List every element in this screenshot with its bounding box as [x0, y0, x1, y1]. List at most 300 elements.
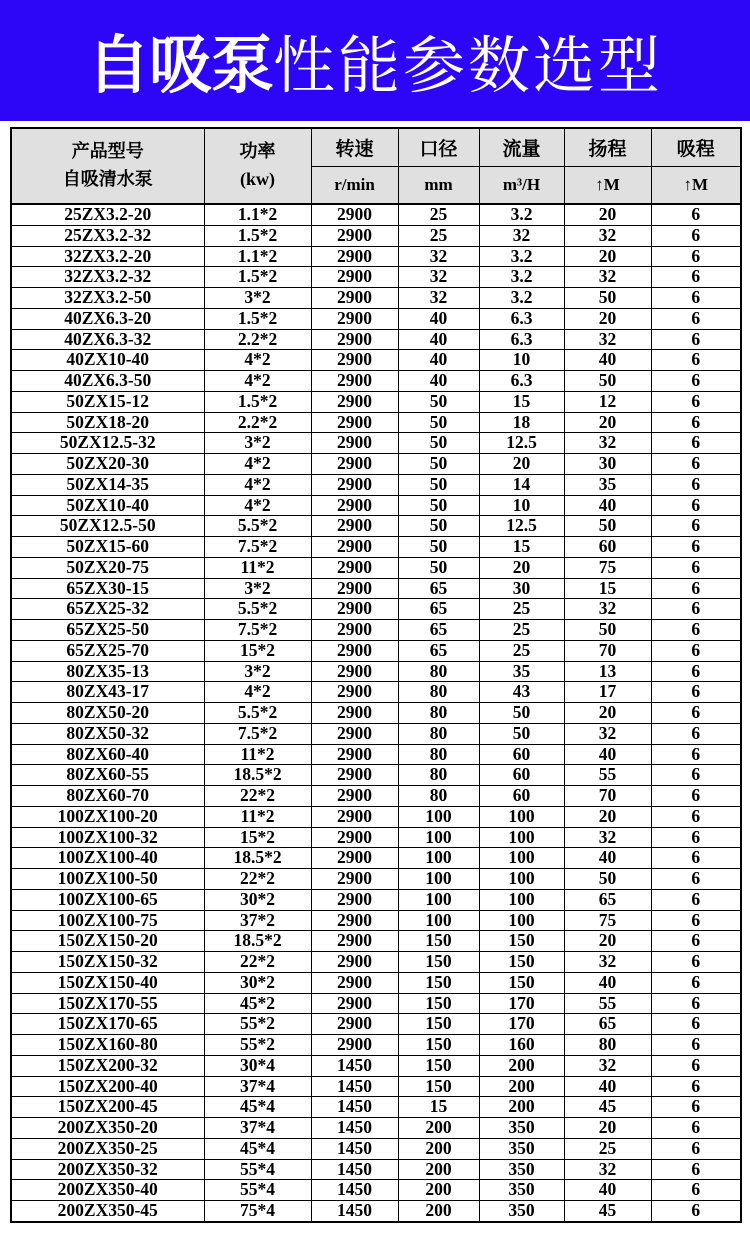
- table-cell: 50ZX12.5-50: [11, 516, 204, 537]
- table-cell: 50: [398, 537, 479, 558]
- table-cell: 6: [651, 204, 741, 225]
- col-header-head: 扬程: [564, 128, 651, 167]
- table-cell: 32: [564, 1055, 651, 1076]
- table-cell: 65ZX25-32: [11, 599, 204, 620]
- table-cell: 200: [479, 1055, 564, 1076]
- table-cell: 4*2: [204, 682, 311, 703]
- table-cell: 6: [651, 827, 741, 848]
- table-cell: 15: [479, 537, 564, 558]
- table-cell: 150: [398, 931, 479, 952]
- table-cell: 4*2: [204, 495, 311, 516]
- table-cell: 6: [651, 1118, 741, 1139]
- table-cell: 6: [651, 1201, 741, 1222]
- table-cell: 2900: [311, 204, 398, 225]
- table-cell: 50: [479, 723, 564, 744]
- table-cell: 30*4: [204, 1055, 311, 1076]
- table-cell: 100: [479, 869, 564, 890]
- table-cell: 50ZX20-30: [11, 454, 204, 475]
- table-cell: 18.5*2: [204, 848, 311, 869]
- table-cell: 350: [479, 1159, 564, 1180]
- table-cell: 2900: [311, 910, 398, 931]
- table-cell: 2900: [311, 1014, 398, 1035]
- table-cell: 200: [398, 1138, 479, 1159]
- header-row-names: [11, 128, 741, 167]
- table-cell: 100: [398, 848, 479, 869]
- table-cell: 60: [479, 786, 564, 807]
- table-cell: 13: [564, 661, 651, 682]
- table-cell: 40: [398, 350, 479, 371]
- table-cell: 350: [479, 1180, 564, 1201]
- table-cell: 32ZX3.2-50: [11, 288, 204, 309]
- table-cell: 65: [398, 599, 479, 620]
- table-cell: 65: [564, 889, 651, 910]
- table-cell: 2900: [311, 246, 398, 267]
- table-cell: 7.5*2: [204, 537, 311, 558]
- table-cell: 40: [564, 972, 651, 993]
- table-cell: 6: [651, 246, 741, 267]
- table-cell: 50: [398, 516, 479, 537]
- table-cell: 2900: [311, 869, 398, 890]
- table-cell: 6: [651, 412, 741, 433]
- table-cell: 6: [651, 267, 741, 288]
- table-cell: 1.1*2: [204, 204, 311, 225]
- table-cell: 6: [651, 599, 741, 620]
- table-cell: 6: [651, 433, 741, 454]
- table-cell: 2900: [311, 537, 398, 558]
- table-cell: 6.3: [479, 371, 564, 392]
- table-cell: 6: [651, 1138, 741, 1159]
- col-header-power: [204, 128, 311, 204]
- table-cell: 1450: [311, 1076, 398, 1097]
- table-cell: 25: [398, 225, 479, 246]
- table-cell: 150: [398, 1035, 479, 1056]
- table-cell: 6: [651, 1014, 741, 1035]
- table-cell: 32: [564, 952, 651, 973]
- table-row: [11, 806, 741, 827]
- table-cell: 2900: [311, 765, 398, 786]
- table-cell: 2900: [311, 350, 398, 371]
- table-cell: 65: [398, 620, 479, 641]
- table-row: [11, 204, 741, 225]
- table-row: [11, 246, 741, 267]
- table-cell: 45*4: [204, 1138, 311, 1159]
- table-cell: 20: [479, 454, 564, 475]
- table-cell: 6: [651, 972, 741, 993]
- table-cell: 1450: [311, 1180, 398, 1201]
- table-cell: 75: [564, 557, 651, 578]
- table-row: [11, 578, 741, 599]
- table-cell: 20: [564, 308, 651, 329]
- table-row: [11, 1076, 741, 1097]
- table-cell: 2900: [311, 371, 398, 392]
- table-row: [11, 225, 741, 246]
- table-cell: 2900: [311, 329, 398, 350]
- table-cell: 150: [398, 972, 479, 993]
- table-cell: 100: [398, 869, 479, 890]
- table-row: [11, 1159, 741, 1180]
- table-cell: 2900: [311, 786, 398, 807]
- table-cell: 6: [651, 744, 741, 765]
- table-cell: 3.2: [479, 288, 564, 309]
- table-cell: 50: [398, 433, 479, 454]
- table-cell: 150: [479, 952, 564, 973]
- table-cell: 22*2: [204, 952, 311, 973]
- table-cell: 45: [564, 1097, 651, 1118]
- table-row: [11, 723, 741, 744]
- table-cell: 100: [398, 806, 479, 827]
- table-cell: 170: [479, 993, 564, 1014]
- table-cell: 45*2: [204, 993, 311, 1014]
- table-cell: 2900: [311, 454, 398, 475]
- table-cell: 6: [651, 225, 741, 246]
- table-row: [11, 889, 741, 910]
- table-row: [11, 786, 741, 807]
- table-cell: 200ZX350-40: [11, 1180, 204, 1201]
- table-cell: 25: [564, 1138, 651, 1159]
- table-cell: 65: [398, 578, 479, 599]
- table-cell: 32ZX3.2-20: [11, 246, 204, 267]
- table-cell: 150: [398, 1055, 479, 1076]
- table-cell: 15*2: [204, 640, 311, 661]
- table-cell: 100ZX100-75: [11, 910, 204, 931]
- table-cell: 65ZX30-15: [11, 578, 204, 599]
- table-row: [11, 1097, 741, 1118]
- table-cell: 32: [398, 267, 479, 288]
- table-cell: 22*2: [204, 786, 311, 807]
- table-cell: 80ZX43-17: [11, 682, 204, 703]
- table-cell: 80: [398, 723, 479, 744]
- table-cell: 80ZX50-32: [11, 723, 204, 744]
- table-cell: 100: [479, 806, 564, 827]
- table-cell: 6: [651, 889, 741, 910]
- table-row: [11, 516, 741, 537]
- table-cell: 2900: [311, 433, 398, 454]
- table-cell: 160: [479, 1035, 564, 1056]
- table-cell: 50: [398, 495, 479, 516]
- table-row: [11, 412, 741, 433]
- table-cell: 75: [564, 910, 651, 931]
- col-header-model-line2: 自吸清水泵: [62, 169, 153, 189]
- table-row: [11, 267, 741, 288]
- table-row: [11, 703, 741, 724]
- table-cell: 2900: [311, 267, 398, 288]
- table-cell: 100: [398, 827, 479, 848]
- table-cell: 150ZX200-45: [11, 1097, 204, 1118]
- table-cell: 80ZX60-70: [11, 786, 204, 807]
- table-row: [11, 1118, 741, 1139]
- table-cell: 6: [651, 952, 741, 973]
- table-row: [11, 952, 741, 973]
- table-cell: 6: [651, 1076, 741, 1097]
- table-cell: 2900: [311, 993, 398, 1014]
- table-row: [11, 288, 741, 309]
- table-cell: 50ZX20-75: [11, 557, 204, 578]
- table-row: [11, 910, 741, 931]
- table-cell: 55*4: [204, 1159, 311, 1180]
- table-cell: 40ZX6.3-20: [11, 308, 204, 329]
- table-cell: 6: [651, 869, 741, 890]
- table-cell: 200: [398, 1201, 479, 1222]
- table-row: [11, 620, 741, 641]
- table-cell: 50: [398, 391, 479, 412]
- table-cell: 100: [479, 848, 564, 869]
- table-cell: 4*2: [204, 350, 311, 371]
- table-cell: 11*2: [204, 557, 311, 578]
- table-cell: 6: [651, 454, 741, 475]
- table-cell: 50ZX15-60: [11, 537, 204, 558]
- table-cell: 15: [479, 391, 564, 412]
- table-cell: 40: [564, 848, 651, 869]
- table-cell: 6: [651, 765, 741, 786]
- table-cell: 1450: [311, 1201, 398, 1222]
- table-cell: 150: [398, 1076, 479, 1097]
- col-header-speed: 转速: [311, 128, 398, 167]
- table-cell: 65ZX25-70: [11, 640, 204, 661]
- table-cell: 150ZX200-32: [11, 1055, 204, 1076]
- table-cell: 65ZX25-50: [11, 620, 204, 641]
- col-header-model: [11, 128, 204, 204]
- table-cell: 50ZX12.5-32: [11, 433, 204, 454]
- table-cell: 6: [651, 557, 741, 578]
- table-cell: 6: [651, 703, 741, 724]
- table-row: [11, 1201, 741, 1222]
- table-row: [11, 869, 741, 890]
- table-row: [11, 931, 741, 952]
- table-cell: 5.5*2: [204, 599, 311, 620]
- table-cell: 2.2*2: [204, 329, 311, 350]
- table-row: [11, 1035, 741, 1056]
- table-cell: 2900: [311, 474, 398, 495]
- table-cell: 32: [564, 225, 651, 246]
- table-row: [11, 371, 741, 392]
- table-cell: 55: [564, 993, 651, 1014]
- table-cell: 6: [651, 329, 741, 350]
- table-cell: 80: [564, 1035, 651, 1056]
- table-cell: 3*2: [204, 578, 311, 599]
- table-cell: 2900: [311, 495, 398, 516]
- table-cell: 30: [564, 454, 651, 475]
- table-cell: 12.5: [479, 516, 564, 537]
- table-cell: 17: [564, 682, 651, 703]
- table-cell: 2900: [311, 972, 398, 993]
- table-cell: 6: [651, 806, 741, 827]
- table-cell: 1450: [311, 1097, 398, 1118]
- table-cell: 15: [564, 578, 651, 599]
- table-cell: 50ZX14-35: [11, 474, 204, 495]
- table-row: [11, 433, 741, 454]
- table-cell: 80: [398, 703, 479, 724]
- table-cell: 20: [564, 806, 651, 827]
- table-cell: 2900: [311, 516, 398, 537]
- table-cell: 25: [479, 620, 564, 641]
- table-cell: 3.2: [479, 246, 564, 267]
- table-cell: 40: [564, 1180, 651, 1201]
- unit-head: ↑M: [564, 167, 651, 205]
- table-cell: 1.5*2: [204, 308, 311, 329]
- table-cell: 2900: [311, 682, 398, 703]
- page-banner: [0, 0, 750, 121]
- table-cell: 3.2: [479, 204, 564, 225]
- table-cell: 2900: [311, 578, 398, 599]
- table-row: [11, 454, 741, 475]
- table-cell: 6: [651, 1180, 741, 1201]
- table-cell: 18: [479, 412, 564, 433]
- table-row: [11, 329, 741, 350]
- table-cell: 2900: [311, 412, 398, 433]
- table-cell: 1.5*2: [204, 225, 311, 246]
- table-cell: 200: [398, 1118, 479, 1139]
- table-cell: 150: [479, 931, 564, 952]
- table-cell: 350: [479, 1201, 564, 1222]
- table-cell: 200ZX350-32: [11, 1159, 204, 1180]
- table-cell: 50: [398, 557, 479, 578]
- table-cell: 170: [479, 1014, 564, 1035]
- table-cell: 6: [651, 723, 741, 744]
- table-cell: 40: [564, 1076, 651, 1097]
- table-cell: 200ZX350-20: [11, 1118, 204, 1139]
- table-row: [11, 993, 741, 1014]
- table-cell: 20: [564, 1118, 651, 1139]
- table-row: [11, 640, 741, 661]
- table-cell: 32: [564, 433, 651, 454]
- table-cell: 70: [564, 786, 651, 807]
- table-cell: 200: [398, 1180, 479, 1201]
- table-cell: 14: [479, 474, 564, 495]
- table-cell: 6: [651, 537, 741, 558]
- table-cell: 45: [564, 1201, 651, 1222]
- table-cell: 10: [479, 350, 564, 371]
- table-cell: 6: [651, 391, 741, 412]
- table-cell: 100: [479, 910, 564, 931]
- table-cell: 12.5: [479, 433, 564, 454]
- table-cell: 150: [479, 972, 564, 993]
- table-cell: 40: [398, 308, 479, 329]
- table-cell: 6: [651, 288, 741, 309]
- table-cell: 2900: [311, 288, 398, 309]
- table-cell: 20: [564, 931, 651, 952]
- table-cell: 65: [564, 1014, 651, 1035]
- table-row: [11, 350, 741, 371]
- table-cell: 6: [651, 371, 741, 392]
- table-cell: 50ZX10-40: [11, 495, 204, 516]
- table-cell: 6: [651, 1055, 741, 1076]
- table-cell: 37*4: [204, 1076, 311, 1097]
- table-cell: 25: [479, 599, 564, 620]
- table-cell: 75*4: [204, 1201, 311, 1222]
- table-cell: 6: [651, 620, 741, 641]
- table-cell: 100ZX100-65: [11, 889, 204, 910]
- table-cell: 1450: [311, 1159, 398, 1180]
- table-cell: 2900: [311, 1035, 398, 1056]
- table-cell: 6: [651, 993, 741, 1014]
- table-cell: 22*2: [204, 869, 311, 890]
- table-cell: 2900: [311, 723, 398, 744]
- table-cell: 1.5*2: [204, 391, 311, 412]
- table-cell: 200: [479, 1097, 564, 1118]
- table-cell: 6: [651, 350, 741, 371]
- table-cell: 15: [398, 1097, 479, 1118]
- table-cell: 100ZX100-32: [11, 827, 204, 848]
- table-cell: 6: [651, 910, 741, 931]
- table-cell: 150: [398, 952, 479, 973]
- table-cell: 2900: [311, 599, 398, 620]
- unit-diameter: mm: [398, 167, 479, 205]
- table-cell: 6: [651, 848, 741, 869]
- table-cell: 50ZX18-20: [11, 412, 204, 433]
- table-cell: 60: [479, 744, 564, 765]
- table-cell: 2900: [311, 308, 398, 329]
- table-cell: 35: [479, 661, 564, 682]
- table-cell: 4*2: [204, 474, 311, 495]
- table-cell: 6: [651, 1159, 741, 1180]
- table-cell: 6.3: [479, 308, 564, 329]
- table-cell: 32: [564, 827, 651, 848]
- table-cell: 200: [398, 1159, 479, 1180]
- table-cell: 6: [651, 578, 741, 599]
- table-cell: 80ZX60-40: [11, 744, 204, 765]
- table-cell: 100: [479, 889, 564, 910]
- table-cell: 45*4: [204, 1097, 311, 1118]
- col-header-suction: 吸程: [651, 128, 741, 167]
- table-cell: 40: [564, 744, 651, 765]
- table-cell: 2900: [311, 661, 398, 682]
- table-cell: 350: [479, 1138, 564, 1159]
- table-cell: 80ZX60-55: [11, 765, 204, 786]
- table-cell: 200ZX350-45: [11, 1201, 204, 1222]
- table-cell: 80: [398, 682, 479, 703]
- table-cell: 50ZX15-12: [11, 391, 204, 412]
- table-cell: 40: [564, 495, 651, 516]
- banner-title-bold: 自吸泵: [86, 29, 273, 102]
- table-cell: 100: [398, 889, 479, 910]
- table-cell: 18.5*2: [204, 765, 311, 786]
- table-row: [11, 1180, 741, 1201]
- table-cell: 150ZX200-40: [11, 1076, 204, 1097]
- table-cell: 100ZX100-50: [11, 869, 204, 890]
- pump-spec-table: [10, 127, 742, 1223]
- table-cell: 40ZX10-40: [11, 350, 204, 371]
- table-cell: 50: [564, 288, 651, 309]
- table-row: [11, 599, 741, 620]
- table-cell: 200: [479, 1076, 564, 1097]
- table-row: [11, 765, 741, 786]
- table-cell: 2900: [311, 391, 398, 412]
- table-cell: 6: [651, 682, 741, 703]
- table-cell: 60: [564, 537, 651, 558]
- table-row: [11, 661, 741, 682]
- table-cell: 30*2: [204, 972, 311, 993]
- table-cell: 55: [564, 765, 651, 786]
- table-cell: 80ZX50-20: [11, 703, 204, 724]
- table-cell: 6: [651, 1035, 741, 1056]
- table-cell: 3*2: [204, 433, 311, 454]
- table-row: [11, 537, 741, 558]
- table-cell: 50: [398, 454, 479, 475]
- table-cell: 150: [398, 1014, 479, 1035]
- table-cell: 80: [398, 786, 479, 807]
- table-cell: 30*2: [204, 889, 311, 910]
- table-cell: 11*2: [204, 806, 311, 827]
- table-cell: 50: [479, 703, 564, 724]
- unit-flow: m³/H: [479, 167, 564, 205]
- table-row: [11, 972, 741, 993]
- table-cell: 6: [651, 661, 741, 682]
- table-cell: 350: [479, 1118, 564, 1139]
- table-cell: 10: [479, 495, 564, 516]
- table-row: [11, 1055, 741, 1076]
- table-cell: 12: [564, 391, 651, 412]
- table-cell: 3*2: [204, 288, 311, 309]
